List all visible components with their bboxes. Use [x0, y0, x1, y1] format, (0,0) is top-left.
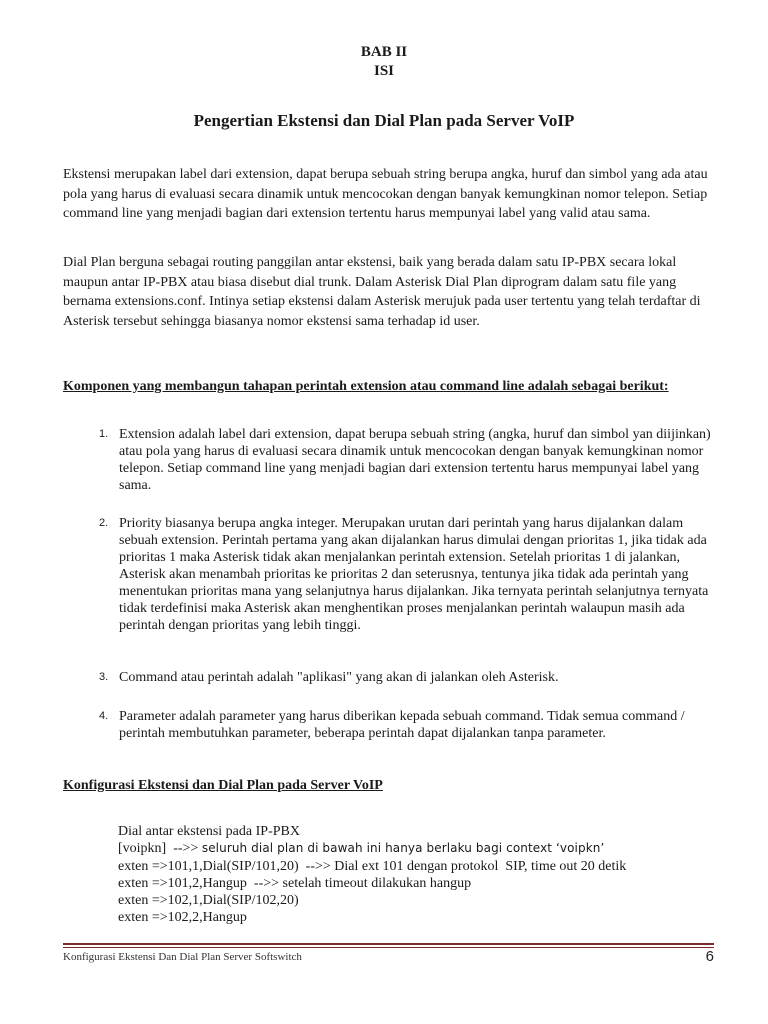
list-number: 2.	[99, 517, 109, 529]
chapter-subtitle: ISI	[373, 63, 395, 79]
list-item-text: Extension adalah label dari extension, dapat berupa sebuah string (angka, huruf dan simbol yan diijinkan) atau pola yang harus di evaluasi secara dinamik untuk mencocokan dengan banyak kemungkinan nomor telepon. Setiap command line yang menjadi bagian dari extension tertentu harus mempunyai label yang sama.	[119, 427, 711, 493]
chapter-label: BAB II	[360, 44, 408, 60]
list-item-text: Priority biasanya berupa angka integer. Merupakan urutan dari perintah yang harus dijalankan dalam sebuah extension. Perintah pertama yang akan dijalankan harus dimulai dengan prioritas 1, jika tidak ada prioritas 1 maka Asterisk tidak akan menjalankan perintah extension. Setelah prioritas 1 di jalankan, Asterisk akan menambah prioritas ke prioritas 2 dan seterusnya, tentunya jika tidak ada perintah yang menentukan prioritas mana yang selanjutnya harus dijalankan. Jika ternyata perintah selanjutnya ternyata tidak terdefinisi maka Asterisk akan menghentikan proses menjalankan perintah walaupun masih ada perintah dengan prioritas yang lebih tinggi.	[119, 516, 709, 633]
config-line: exten =>102,1,Dial(SIP/102,20)	[118, 893, 299, 909]
config-line: exten =>101,2,Hangup -->> setelah timeout dilakukan hangup	[118, 875, 472, 891]
section-heading-konfigurasi: Konfigurasi Ekstensi dan Dial Plan pada Server VoIP	[63, 778, 383, 793]
list-item	[99, 426, 714, 494]
footer-text: Konfigurasi Ekstensi Dan Dial Plan Server Softswitch	[63, 951, 302, 963]
context-label: [voipkn] -->>	[118, 841, 202, 857]
config-line: exten =>101,1,Dial(SIP/101,20) -->> Dial ext 101 dengan protokol SIP, time out 20 detik	[118, 858, 627, 874]
config-line: Dial antar ekstensi pada IP-PBX	[118, 824, 300, 839]
page-number: 6	[705, 948, 714, 965]
list-item	[99, 669, 714, 686]
footer-rule-thick	[63, 943, 714, 945]
dial-plan-config	[118, 823, 738, 927]
list-item	[99, 515, 714, 634]
context-comment: seluruh dial plan di bawah ini hanya berlaku bagi context ‘voipkn’	[201, 841, 605, 856]
list-item	[99, 708, 714, 742]
config-line-context	[118, 840, 738, 857]
list-number: 3.	[99, 671, 109, 683]
list-number: 1.	[99, 428, 109, 440]
config-line: exten =>102,2,Hangup	[118, 910, 247, 926]
section-heading-komponen: Komponen yang membangun tahapan perintah extension atau command line adalah sebagai berikut:	[63, 379, 669, 394]
page-title: Pengertian Ekstensi dan Dial Plan pada Server VoIP	[193, 111, 575, 130]
paragraph-ekstensi: Ekstensi merupakan label dari extension, dapat berupa sebuah string berupa angka, huruf dan simbol yang ada atau pola yang harus di evaluasi secara dinamik untuk mencocokan dengan banyak kemungkinan nomor telepon. Setiap command line yang menjadi bagian dari extension tertentu harus mempunyai label yang valid atau sama.	[63, 167, 708, 221]
paragraph-dial-plan: Dial Plan berguna sebagai routing panggilan antar ekstensi, baik yang berada dalam satu IP-PBX secara lokal maupun antar IP-PBX atau biasa disebut dial trunk. Dalam Asterisk Dial Plan diprogram dalam satu file yang bernama extensions.conf. Intinya setiap ekstensi dalam Asterisk merujuk pada user tertentu yang telah terdaftar di Asterisk tersebut sehingga biasanya nomor ekstensi sama terhadap id user.	[63, 255, 701, 329]
list-item-text: Parameter adalah parameter yang harus diberikan kepada sebuah command. Tidak semua command / perintah membutuhkan parameter, beberapa perintah dapat dijalankan tanpa parameter.	[119, 709, 685, 741]
list-number: 4.	[99, 710, 109, 722]
footer-rule-thin	[63, 947, 714, 948]
list-item-text: Command atau perintah adalah "aplikasi" yang akan di jalankan oleh Asterisk.	[119, 670, 559, 685]
